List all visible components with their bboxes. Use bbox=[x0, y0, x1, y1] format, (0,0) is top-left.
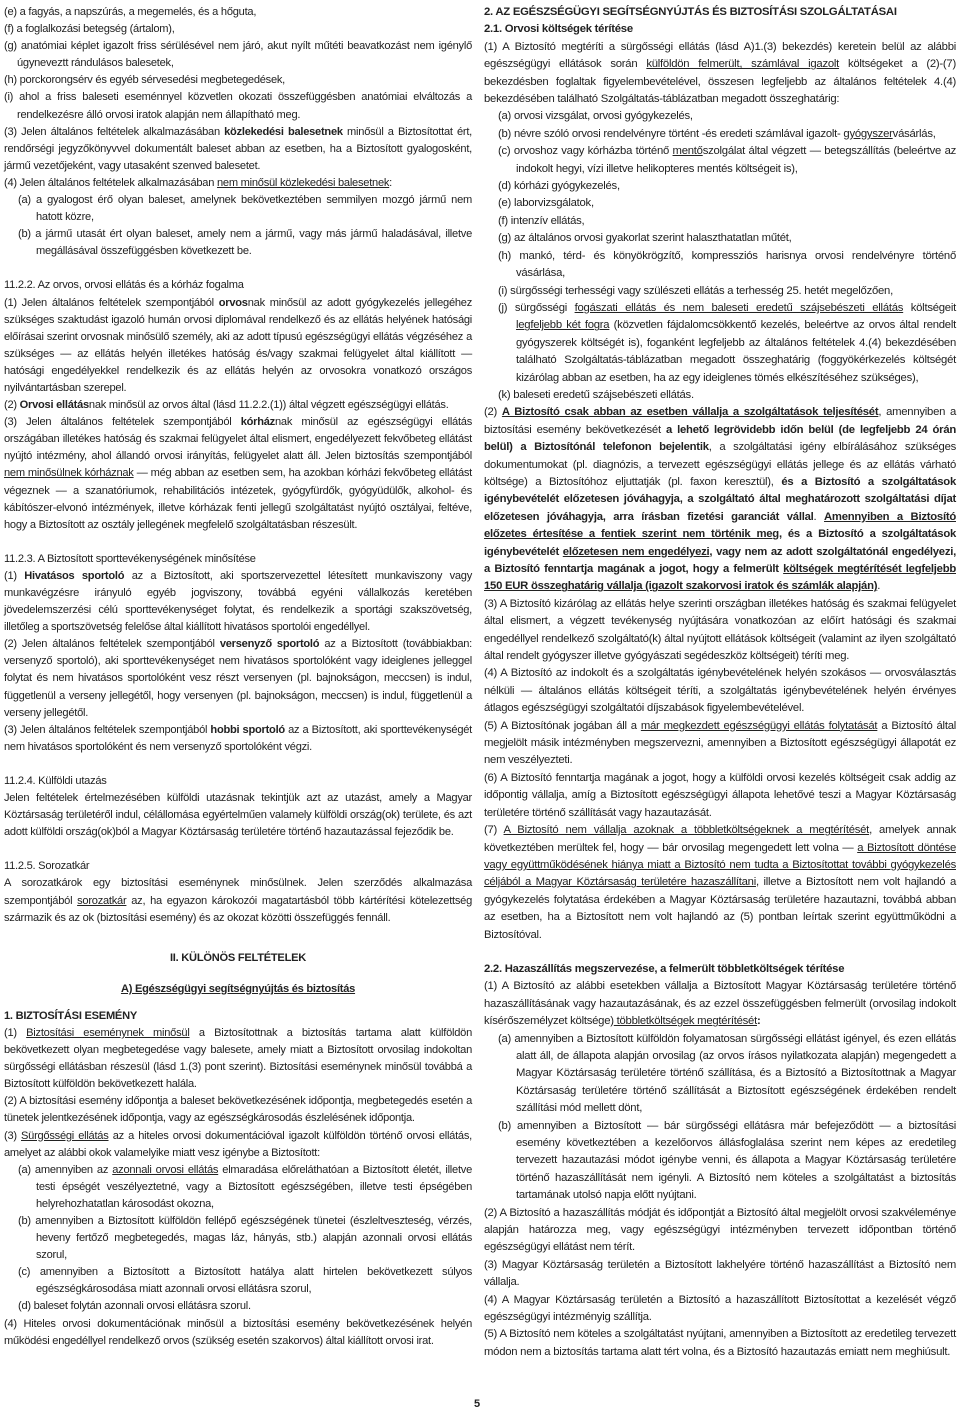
bold-underlined-term: A Biztosító csak abban az esetben vállalja a szolgáltatások teljesítését bbox=[501, 406, 879, 419]
text: : bbox=[389, 176, 393, 189]
underlined-term: többletköltségek megtérítését bbox=[613, 1015, 757, 1028]
paragraph bbox=[4, 414, 472, 534]
paragraph bbox=[484, 822, 956, 944]
paragraph bbox=[4, 636, 472, 721]
list-item: (b) amennyiben a Biztosított — bár sürgősségi ellátásra már befejeződött — a biztosítási esemény következtében a kezelőorvos állásfoglalása szerint nem képes az eredetileg tervezett hazautazási módot igénybe venni, és állapota a Magyar Köztársaság területére történő hazaszállítását nem igényli. A Biztosító nem köteles a szolgáltatást a biztosítás tartamának utolsó napja előtt nyújtani. bbox=[498, 1119, 956, 1202]
underlined-term: már megkezdett egészségügyi ellátás folytatását bbox=[640, 719, 878, 732]
list-item: (d) kórházi gyógykezelés, bbox=[498, 180, 620, 193]
bold-term: hobbi sportoló bbox=[210, 723, 285, 736]
underlined-term: a Biztosított döntése vagy együttműködésének hiánya miatt a Biztosító nem tudta a Biztosítottat további gyógykezelés céljából a Magyar Köztársaság területére hazaszállítani bbox=[484, 841, 956, 889]
underlined-term: legfeljebb két fogra bbox=[516, 319, 610, 332]
text: (1) A Biztosító az alábbi esetekben vállalja a Biztosított Magyar Köztársaság területére történő hazaszállításának vagy hazautazásának, és az ezzel összefüggésben felmerült bbox=[484, 980, 956, 1010]
section-heading: 11.2.5. Sorozatkár bbox=[4, 860, 90, 873]
text: az a Biztosított (továbbiakban: versenyző sportoló), aki sporttevékenységet nem hivatásos sportolóként vagy ideiglenes jelleggel folytat és nem hivatásos sportolóként vesz részt versenyen (pl. bajnokságon, meccsen) is indul, függetlenül a verseny jellegétől, hogy versenyen (pl. bajnokságon, meccsen) is indul, függetlenül a verseny jellegétől. bbox=[4, 638, 472, 719]
bold-term: , vagy nem az adott szolgáltatónál engedélyezi, a Biztosító fenntartja magának a jogot, hogy a felmerült bbox=[484, 545, 957, 575]
text: nak minősül az adott gyógykezelés jellegéhez szükséges szaktudást igazoló humán orvosi diplomával rendelkező és az ellátás helyének hatósági előírásai szerint orvosnak minősülő személy, aki az adott típusú egészségügyi ellátás végzéséhez a szükséges — az ellátás helyén illetékes hatóság és/vagy szakmai felügyelet által kiállított — hatósági engedélyekkel rendelkezik és az ellátás helyén az orvosokra vonatkozó országos nyilvántartásban szerepel. bbox=[4, 296, 472, 394]
bold-term: versenyző sportoló bbox=[219, 638, 320, 651]
text: minősül a Biztosítottat ért, rendőrségi jegyzőkönyvvel dokumentált baleset abban az esetben, ha a Biztosított gyalogosként, jármű vezetőjeként, vagy utasaként szenved balesetet. bbox=[4, 125, 472, 172]
paragraph bbox=[4, 295, 472, 398]
text: : bbox=[756, 1015, 761, 1028]
bold-term: Orvosi ellátás bbox=[19, 399, 89, 412]
paragraph: (4) Hiteles orvosi dokumentációnak minősül a biztosítási esemény bekövetkezésének helyén működési engedéllyel rendelkező orvos (szükség esetén szakorvos) által kiállított orvosi irat. bbox=[4, 1317, 472, 1347]
paragraph bbox=[4, 875, 472, 926]
section-heading: 1. BIZTOSÍTÁSI ESEMÉNY bbox=[4, 1009, 137, 1022]
underlined-term: nem minősül közlekedési balesetnek bbox=[216, 176, 390, 189]
paragraph bbox=[484, 718, 956, 770]
list-item: (f) intenzív ellátás, bbox=[498, 214, 585, 227]
underlined-term: mentő bbox=[672, 145, 703, 158]
text: (2) bbox=[484, 406, 502, 419]
underlined-term: fogászati ellátás és nem baleseti eredetű szájsebészeti ellátás bbox=[574, 301, 904, 314]
text: költségeit bbox=[903, 301, 956, 314]
text: az, ha egyazon károkozói magatartásból több kártérítési kötelezettség származik és az ok (biztosítási esemény) és az okozat közötti összefüggés fennáll. bbox=[4, 894, 472, 924]
bold-underlined-term: költségek megtérítését legfeljebb 150 EUR összeghatárig vállalja (igazolt szakorvosi iratok és számlák alapján) bbox=[484, 563, 956, 593]
text: (c) orvoshoz vagy kórházba történő bbox=[498, 145, 673, 158]
paragraph bbox=[4, 568, 472, 636]
bold-term: orvos bbox=[218, 296, 248, 309]
text: (1) bbox=[4, 1026, 27, 1039]
list-item bbox=[484, 126, 956, 143]
bold-underlined-term: Amennyiben a Biztosító előzetes értesítése a fentiek szerint nem történik meg bbox=[484, 510, 956, 541]
text: a Biztosító által megjelölt másik intézményben megszervezni, amennyiben a Biztosított egészségügyi állapotát ez nem veszélyezteti. bbox=[484, 719, 956, 767]
section-heading: 11.2.2. Az orvos, orvosi ellátás és a kórház fogalma bbox=[4, 279, 244, 292]
text: (3) Jelen általános feltételek szempontjából bbox=[4, 723, 211, 736]
bold-term: Hivatásos sportoló bbox=[24, 569, 125, 582]
text: (3) Jelen általános feltételek szempontjából bbox=[4, 416, 241, 429]
text: (j) sürgősségi bbox=[498, 301, 575, 314]
list-item: (i) sürgősségi terhességi vagy szülészeti ellátás a terhesség 25. hetét megelőzően, bbox=[498, 284, 893, 297]
text: szolgálat által végzett — betegszállítás (beleértve az indokolt hegyi, vízi illetve helikopteres mentés költségeit is), bbox=[516, 145, 956, 175]
list-item: (b) a jármű utasát ért olyan baleset, amely nem a jármű, vagy más jármű haladásával, illetve megállásával összefüggésben következett be. bbox=[18, 228, 472, 258]
list-item: (c) amennyiben a Biztosított a Biztosított hatálya alatt hirtelen bekövetkezett súlyos egészségkárosodása miatt azonnali orvosi ellátásra szorul, bbox=[18, 1266, 472, 1296]
text: — még abban az esetben sem, ha azokban kórházi fekvőbeteg ellátást végeznek — a szanatóriumok, rehabilitációs intézetek, gyógyfürdők, gyógyüdülők, alkohol- és kábítószer-elvonó intézmények, illetve kórházak fenti jellegű szolgáltatást nyújtó osztályai, feltéve, hogy a Biztosított az osztály jellegének megfelelő szolgáltatásban részesült. bbox=[4, 467, 472, 531]
text: vásárlás, bbox=[892, 127, 936, 140]
paragraph: (4) A Magyar Köztársaság területén a Biztosító a hazaszállított Biztosítottat a kezelését végző egészségügyi intézményig szállítja. bbox=[484, 1293, 956, 1324]
underlined-term: sorozatkár bbox=[77, 894, 127, 907]
underlined-term: azonnali orvosi ellátás bbox=[112, 1163, 219, 1176]
chapter-heading: II. KÜLÖNÖS FELTÉTELEK bbox=[169, 951, 307, 964]
paragraph: (3) Magyar Köztársaság területén a Biztosított lakhelyére történő hazaszállítást a Biztosító nem vállalja. bbox=[484, 1258, 956, 1289]
paragraph: (2) A Biztosító a hazaszállítás módját és időpontját a Biztosító által megjelölt orvosi szakvéleménye alapján határozza meg, vagy egészségügyi intézményben tervezett időpontban történő egészségügyi ellátást nem térít. bbox=[484, 1206, 956, 1254]
list-item bbox=[4, 1162, 472, 1213]
subsection-heading: 2.1. Orvosi költségek térítése bbox=[484, 23, 633, 36]
list-item: (a) orvosi vizsgálat, orvosi gyógykezelés, bbox=[498, 110, 693, 123]
paragraph bbox=[4, 124, 472, 175]
list-item: (d) baleset folytán azonnali orvosi ellátásra szorul. bbox=[18, 1300, 251, 1313]
paragraph: (5) A Biztosító nem köteles a szolgáltatást nyújtani, amennyiben a Biztosított az eredetileg tervezett módon nem a biztosítás tartama alatt tért volna, és a Biztosító hazautazás emiatt nem meghiúsult. bbox=[484, 1328, 956, 1358]
paragraph bbox=[4, 1128, 472, 1162]
text: az a hiteles orvosi dokumentációval igazolt külföldön történő orvosi ellátás, amelyet az alábbi okok valamelyike miatt vesz igénybe a Biztosított: bbox=[4, 1129, 472, 1159]
text: . bbox=[877, 580, 881, 593]
bold-term: kórház bbox=[240, 416, 275, 429]
paragraph: (i) ahol a friss baleseti eseménnyel közvetlen okozati összefüggésben anatómiai elváltozás a rendelkezésre álló orvosi iratok alapján nem állapítható meg. bbox=[4, 91, 472, 121]
bold-underlined-term: előzetesen nem engedélyezi bbox=[562, 545, 710, 558]
text: , a szolgáltatási igény elbírálásához szükséges dokumentumokat (pl. diagnózis, a tervezett egészségügyi ellátás jellege és az ellátás várható költsége) a Biztosítóhoz eljuttatják (pl. faxon keresztül), bbox=[484, 441, 957, 488]
list-item bbox=[484, 143, 956, 178]
text: (1) bbox=[4, 569, 25, 582]
text: , illetve a Biztosított nem volt hajlandó a gyógykezelés folytatása érdekében a Magyar Köztársaság területére hazautazni, továbbá abban az esetben, ha a Biztosított nem volt hajlandó az (5) pontban leírtak szerint együttműködni a Biztosítóval. bbox=[484, 876, 956, 941]
paragraph bbox=[484, 404, 956, 595]
left-column bbox=[4, 4, 472, 1350]
text: (3) bbox=[4, 1129, 21, 1142]
text: (2) Jelen általános feltételek szempontjából bbox=[4, 638, 220, 651]
paragraph: (4) A Biztosító az indokolt és a szolgáltatás igénybevételének helyén szokásos — orvosválasztás nélküli — általános ellátás költségeit téríti, a szolgáltatás igénybevételének helyén érvényes átlagos egészségügyi szolgáltatói díjszabások figyelembevételével. bbox=[484, 667, 956, 715]
text: (3) Jelen általános feltételek alkalmazásában bbox=[4, 125, 225, 138]
part-heading: A) Egészségügyi segítségnyújtás és biztosítás bbox=[120, 982, 356, 995]
text: (4) Jelen általános feltételek alkalmazásában bbox=[4, 176, 217, 189]
underlined-term: nem minősülnek kórháznak bbox=[4, 467, 134, 480]
section-heading: 11.2.4. Külföldi utazás bbox=[4, 774, 107, 787]
text: a Biztosítottnak a biztosítás tartama alatt külföldön bekövetkezett olyan megbetegedése vagy balesete, amely miatt a Biztosított orvosilag indokoltan sürgősségi ellátásban részesül (lásd 1.(3) pont szerint). Biztosítási eseménynek minősül továbbá a Biztosított külföldön bekövetkezett halála. bbox=[4, 1026, 473, 1091]
bold-term: és a Biztosító a szolgáltatások igénybevételét előzetesen jóváhagyja, a szolgáltató által meghatározott szolgáltatási díjat előzetesen jóváhagyja, arra írásban fizetési garanciát vállal bbox=[484, 475, 956, 523]
list-item bbox=[484, 300, 956, 387]
text: A sorozatkárok egy biztosítási eseménynek minősülnek. Jelen szerződés alkalmazása szempontjából bbox=[4, 877, 472, 907]
text: (1) Jelen általános feltételek szempontjából bbox=[4, 296, 219, 309]
paragraph: (h) porckorongsérv és egyéb sérvesedési megbetegedések, bbox=[4, 74, 286, 87]
text: az a Biztosított, aki sportszervezettel létesített munkaviszony vagy munkavégzésre irányuló egyéb jogviszony, továbbá egyéni vállalkozás keretében jövedelemszerzési célú sporttevékenységet folytat, és rendelkezik a sportági szakszövetség, illetőleg a sportszövetség felelőse által kiállított hivatásos sportolói engedéllyel. bbox=[4, 569, 473, 634]
paragraph bbox=[4, 397, 472, 414]
paragraph: (f) a foglalkozási betegség (ártalom), bbox=[4, 23, 175, 36]
paragraph bbox=[4, 722, 472, 756]
text: , amelyek annak következtében merültek fel, hogy — bár orvosilag megengedett lett volna — bbox=[484, 824, 956, 854]
paragraph: (2) A biztosítási esemény időpontja a baleset bekövetkezésének időpontja, megbetegedés esetén a tünetek jelentkezésének időpontja, vagy az egészségkárosodás észlelésének időpontja. bbox=[4, 1095, 472, 1125]
paragraph bbox=[484, 978, 956, 1030]
paragraph: Jelen feltételek értelmezésében külföldi utazásnak tekintjük azt az utazást, amely a Magyar Köztársaság területéről indul, célállomása egyértelműen valamely külföldi ország(ok) területe, és azt adott külföldi ország(ok)ból a Magyar Köztársaság területére történő hazautazással fejeződik be. bbox=[4, 792, 472, 839]
text: nak minősül az egészségügyi ellátás országában illetékes hatóság és szakmai felügyelet által elismert, engedélyezett fekvőbeteg ellátást nyújtó intézmény, ahol állandó orvosi irányítás, felügyelet alatt áll. Jelen biztosítás szempontjából bbox=[4, 416, 472, 463]
text: (közvetlen fájdalomcsökkentő kezelés, beleértve az orvos által rendelt gyógyszerek költségét is), foganként legfeljebb az általános feltételek 4.(4) bekezdésében található Szolgáltatás-táblázatban megadott összeghatárig (foggyökérkezelés költségét kizárólag abban az esetben, ha az egy ideiglenes tömés elkészítéséhez szükséges), bbox=[516, 319, 956, 384]
text: . bbox=[813, 510, 825, 523]
text: elmaradása előreláthatóan a Biztosított életét, illetve testi épségét veszélyeztetné, vagy a Biztosított egészségében, illetve testi épségében helyrehozhatatlan károsodást okozna, bbox=[36, 1163, 472, 1210]
text: az a Biztosított, aki sporttevékenységét nem hivatásos sportolóként és nem versenyző sportolóként végzi. bbox=[4, 723, 472, 753]
paragraph: (6) A Biztosító fenntartja magának a jogot, hogy a külföldi orvosi kezelés költségeit csak addig az időpontig vállalja, amíg a Biztosított egészségügyi állapota lehetővé teszi a Magyar Köztársaság területére történő szállítását vagy hazautazását. bbox=[484, 771, 956, 819]
paragraph: (e) a fagyás, a napszúrás, a megemelés, és a hőguta, bbox=[4, 6, 257, 18]
list-item: (g) az általános orvosi gyakorlat szerint halaszthatatlan műtét, bbox=[498, 232, 792, 245]
paragraph: (3) A Biztosító kizárólag az ellátás helye szerinti országban illetékes hatóság és szakmai felügyelet által elismert, a végzett tevékenység nyújtására vonatkozóan az előírt hatósági és szakmai engedéllyel rendelkező szolgáltató(k) által nyújtott ellátások költségeit (valamint az ilyen szolgáltató által rendelt gyógyszer illetve gyógyászati segédeszköz költségeit) téríti meg. bbox=[484, 597, 956, 663]
underlined-term: Biztosítási eseménynek minősül bbox=[26, 1026, 190, 1039]
text: , amennyiben a biztosítási esemény bekövetkezését bbox=[484, 406, 957, 436]
bold-term: a lehető legrövidebb időn belül (de legfeljebb 24 órán belül) a Biztosítónál telefonon bejelentik bbox=[484, 423, 957, 454]
text: (7) bbox=[484, 824, 504, 837]
text: (b) névre szóló orvosi rendelvényre történt -és eredeti számlával igazolt- bbox=[498, 127, 844, 140]
list-item: (k) baleseti eredetű szájsebészeti ellátás. bbox=[498, 388, 694, 401]
text: (a) amennyiben az bbox=[18, 1163, 113, 1176]
list-item: (e) laborvizsgálatok, bbox=[498, 197, 594, 210]
list-item: (b) amennyiben a Biztosított külföldön fellépő egészségének tünetei (észleltveszteség, vérzés, heveny fertőző megbetegedés, magas láz, hányás, stb.) alapján azonnali orvosi ellátás szorul, bbox=[18, 1215, 472, 1262]
underlined-term: külföldön felmerült, számlával igazolt bbox=[646, 58, 840, 71]
text: költségeket a (2)-(7) bekezdésben foglaltak figyelembevételével, összesen legfeljebb az általános feltételek 4.(4) bekezdésében található Szolgáltatás-táblázatban megadott összeghatárig: bbox=[484, 58, 956, 106]
text: (5) A Biztosítónak jogában áll a bbox=[484, 719, 641, 732]
bold-term: , és a Biztosító a szolgáltatások igénybevételét bbox=[484, 528, 956, 558]
list-item: (h) mankó, térd- és könyökrögzítő, kompressziós harisnya orvosi rendelvényre történő vásárlása, bbox=[498, 249, 956, 280]
right-column bbox=[484, 4, 956, 1361]
text: (2) bbox=[4, 399, 20, 412]
section-heading: 11.2.3. A Biztosított sporttevékenységének minősítése bbox=[4, 552, 256, 565]
text: nak minősül az orvos által (lásd 11.2.2.(1)) által végzett egészségügyi ellátás. bbox=[88, 399, 449, 412]
paragraph bbox=[4, 1025, 472, 1093]
paragraph bbox=[484, 39, 956, 109]
underlined-term: gyógyszer bbox=[843, 127, 893, 140]
text: (orvosilag indokolt kísérőszemélyzet költsége) bbox=[484, 997, 956, 1028]
underlined-term: Sürgősségi ellátás bbox=[21, 1129, 109, 1142]
list-item: (a) amennyiben a Biztosított külföldön folyamatosan sürgősségi ellátást igényel, és ezen ellátás alatt áll, de állapota alapján orvosilag (az orvos írásos nyilatkozata alapján) megengedett a Magyar Köztársaság területére történő szállítása, és a Biztosító a Biztosítottnak a Magyar Köztársaság területére történő szállítását a Biztosított egészségének érdekében rendelt szállítási mód mellett dönt, bbox=[498, 1032, 956, 1115]
bold-term: közlekedési balesetnek bbox=[224, 125, 343, 138]
subsection-heading: 2.2. Hazaszállítás megszervezése, a felmerült többletköltségek térítése bbox=[484, 962, 845, 975]
page-number: 5 bbox=[474, 1398, 481, 1410]
text: (1) A Biztosító megtéríti a sürgősségi ellátás (lásd A)1.(3) bekezdés) keretein belül az alábbi egészségügyi ellátások során bbox=[484, 40, 956, 71]
list-item: (a) a gyalogost érő olyan baleset, amelynek bekövetkeztében semmilyen mozgó jármű nem hatott közre, bbox=[18, 194, 472, 224]
underlined-term: A Biztosító nem vállalja azoknak a többletköltségeknek a megtérítését bbox=[503, 824, 870, 837]
paragraph bbox=[4, 175, 472, 192]
paragraph: (g) anatómiai képlet igazolt friss sérülésével nem járó, akut nyílt műtéti beavatkozást nem igénylő úgyneveztt rándulásos balesetek, bbox=[4, 40, 472, 70]
section-heading: 2. AZ EGÉSZSÉGÜGYI SEGÍTSÉGNYÚJTÁS ÉS BIZTOSÍTÁSI SZOLGÁLTATÁSAI bbox=[484, 6, 897, 18]
